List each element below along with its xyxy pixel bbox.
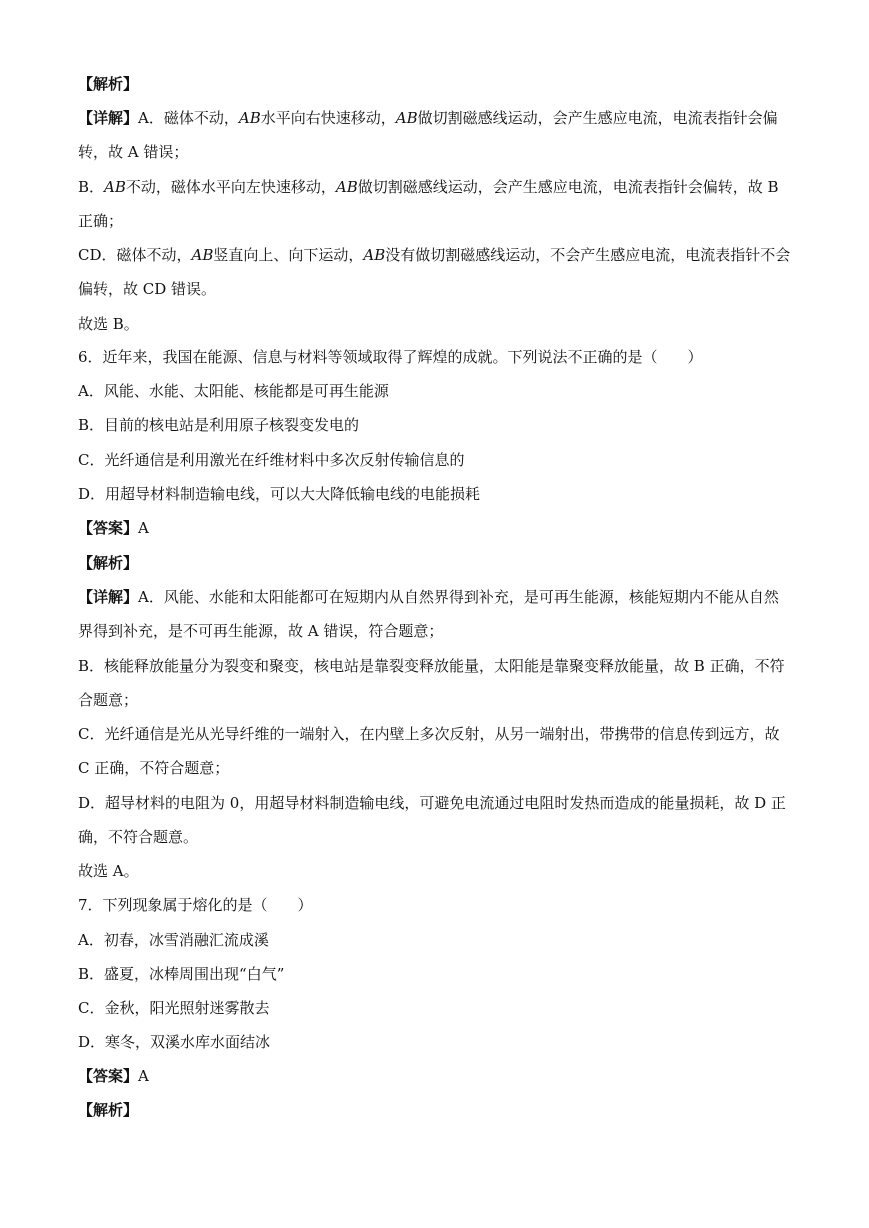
q7-option-c: C．金秋，阳光照射迷雾散去: [78, 999, 270, 1017]
q6-detail-line-4: 合题意；: [78, 691, 139, 709]
q7-answer: [78, 1066, 149, 1086]
q6-detail-line-3: B．核能释放能量分为裂变和聚变，核电站是靠裂变释放能量，太阳能是靠聚变释放能量，故 B 正确，不符: [78, 657, 785, 675]
q5-detail-label: 【详解】: [78, 109, 139, 127]
q6-analysis-label: 【解析】: [78, 554, 139, 572]
q6-detail-line-7: D．超导材料的电阻为 0，用超导材料制造输电线，可避免电流通过电阻时发热而造成的能量损耗，故 D 正: [78, 794, 786, 812]
q6-detail-line-6: C 正确，不符合题意；: [78, 759, 230, 777]
q7-answer-value: A: [138, 1067, 149, 1085]
q7-option-b: B．盛夏，冰棒周围出现“白气”: [78, 965, 285, 983]
q6-answer-label: 【答案】: [78, 519, 139, 537]
q6-detail-line-2: 界得到补充，是不可再生能源，故 A 错误，符合题意；: [78, 622, 444, 640]
q5-option-cd-line-1: CD．磁体不动，AB竖直向上、向下运动，AB没有做切割磁感线运动，不会产生感应电流，电流表指针不会: [78, 246, 791, 264]
q6-detail-line-1: 【详解】A．风能、水能和太阳能都可在短期内从自然界得到补充，是可再生能源，核能短期内不能从自然: [78, 588, 779, 606]
q5-detail-line-1: 【详解】A．磁体不动，AB水平向右快速移动，AB做切割磁感线运动，会产生感应电流，电流表指针会偏: [78, 109, 778, 127]
q7-answer-label: 【答案】: [78, 1067, 139, 1085]
q6-option-d: D．用超导材料制造输电线，可以大大降低输电线的电能损耗: [78, 485, 481, 503]
q6-stem: 6．近年来，我国在能源、信息与材料等领域取得了辉煌的成就。下列说法不正确的是（ ）: [78, 348, 703, 366]
q7-stem: 7．下列现象属于熔化的是（ ）: [78, 896, 313, 914]
q6-detail-label: 【详解】: [78, 588, 139, 606]
q5-option-b-line-2: 正确；: [78, 212, 124, 230]
q6-option-a: A．风能、水能、太阳能、核能都是可再生能源: [78, 382, 389, 400]
q7-analysis-label: 【解析】: [78, 1101, 139, 1119]
q6-answer: [78, 518, 149, 538]
q7-option-a: A．初春，冰雪消融汇流成溪: [78, 931, 269, 949]
q6-choice: 故选 A。: [78, 862, 139, 880]
q6-answer-value: A: [138, 519, 149, 537]
q6-detail-line-5: C．光纤通信是光从光导纤维的一端射入，在内壁上多次反射，从另一端射出，带携带的信息传到远方，故: [78, 725, 780, 743]
q5-option-b-line-1: B．AB不动，磁体水平向左快速移动，AB做切割磁感线运动，会产生感应电流，电流表指针会偏转，故 B: [78, 178, 779, 196]
q5-option-cd-line-2: 偏转，故 CD 错误。: [78, 280, 217, 298]
q7-option-d: D．寒冬，双溪水库水面结冰: [78, 1033, 271, 1051]
q5-choice: 故选 B。: [78, 315, 139, 333]
q6-option-c: C．光纤通信是利用激光在纤维材料中多次反射传输信息的: [78, 451, 465, 469]
q5-detail-line-2: 转，故 A 错误；: [78, 143, 189, 161]
q6-detail-line-8: 确，不符合题意。: [78, 828, 199, 846]
q6-option-b: B．目前的核电站是利用原子核裂变发电的: [78, 416, 360, 434]
q5-analysis-label: 【解析】: [78, 75, 139, 93]
